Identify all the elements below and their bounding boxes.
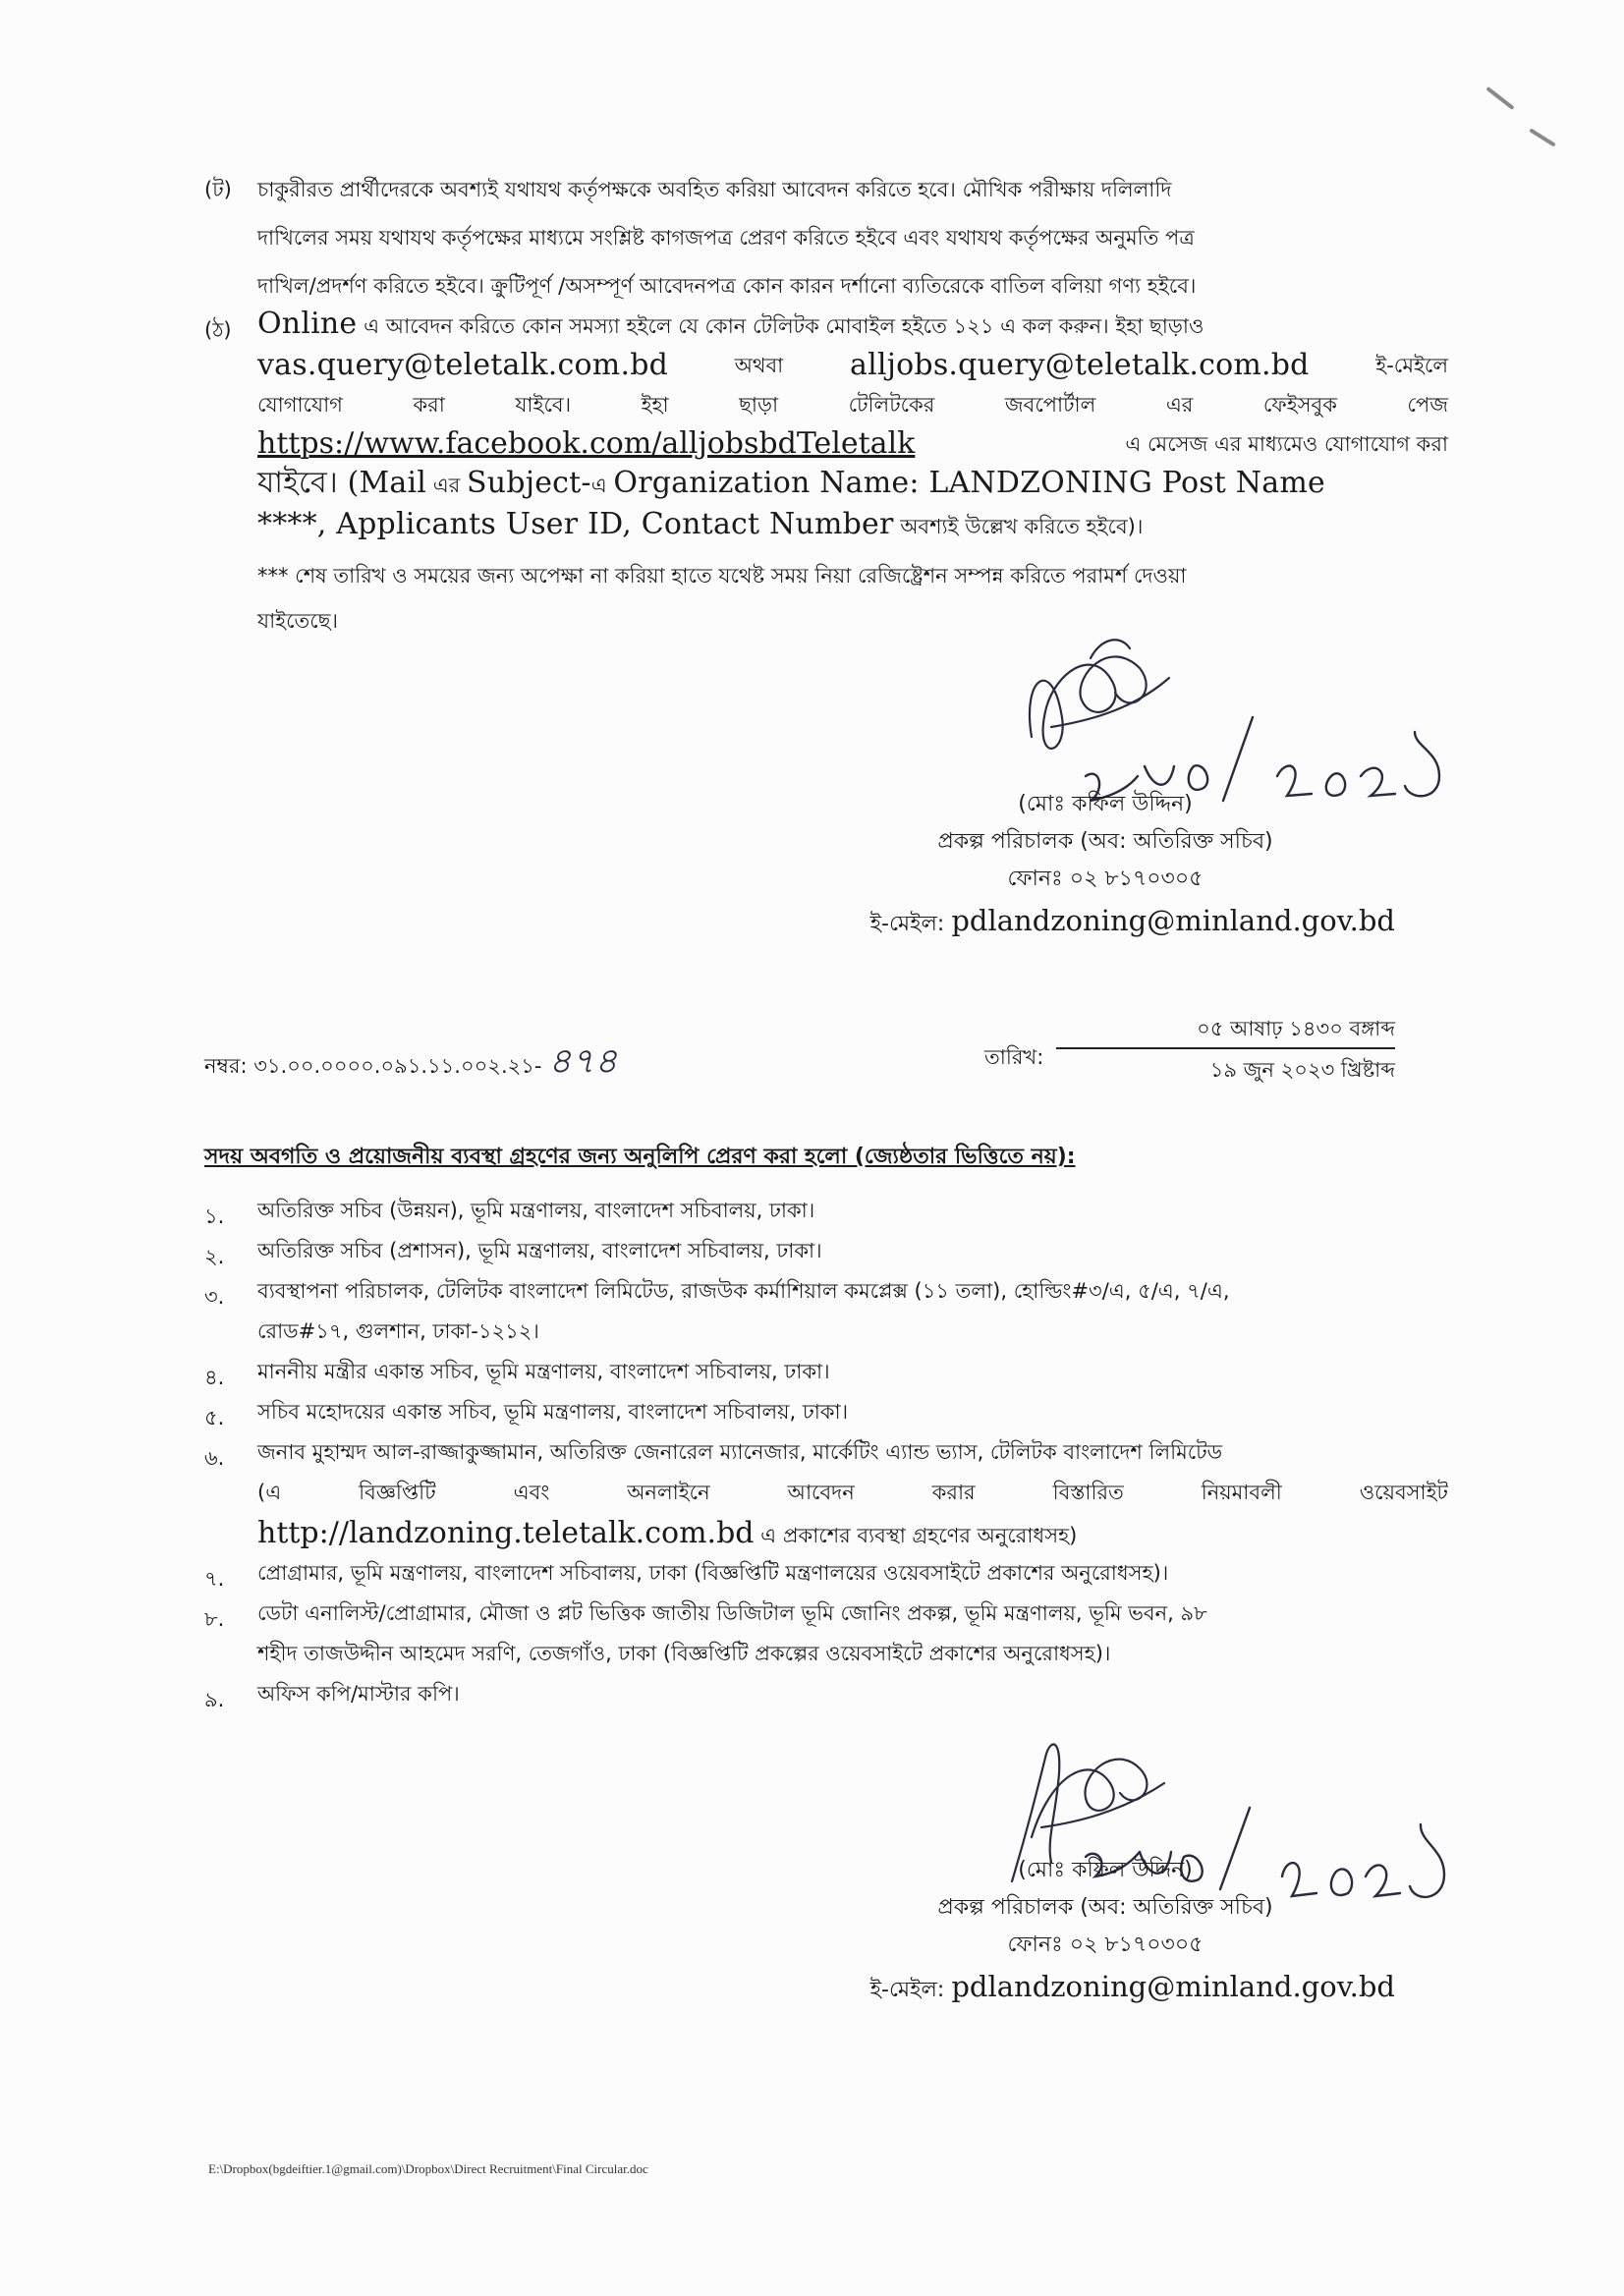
- paragraph-word: জবপোর্টাল: [1004, 393, 1096, 417]
- cc-item-number: ৪.: [204, 1366, 225, 1389]
- paragraph-line: দাখিল/প্রদর্শণ করিতে হইবে। ক্রুটিপূর্ণ /অসম্পূর্ণ আবেদনপত্র কোন কারন দর্শানো ব্যতিরেকে বাতিল বলিয়া গণ্য হইবে।: [257, 274, 1197, 298]
- paragraph-text: Subject-: [467, 466, 591, 500]
- date-bangla: ০৫ আষাঢ় ১৪৩০ বঙ্গাব্দ: [1197, 1017, 1395, 1040]
- signature-block: [815, 1852, 1395, 2009]
- cc-item-number: ১.: [204, 1204, 225, 1228]
- date-english: ১৯ জুন ২০২৩ খ্রিষ্টাব্দ: [1209, 1058, 1395, 1082]
- cc-item-text: প্রোগ্রামার, ভূমি মন্ত্রণালয়, বাংলাদেশ সচিবালয়, ঢাকা (বিজ্ঞপ্তিটি মন্ত্রণালয়ের ওয়েবসাইটে প্রকাশের অনুরোধসহ)।: [257, 1561, 1169, 1585]
- paragraph-text: যাইবে। (Mail: [257, 466, 427, 500]
- cc-item-word: ওয়েবসাইট: [1359, 1481, 1448, 1504]
- cc-item: [257, 1594, 1448, 1674]
- cc-item-text: শহীদ তাজউদ্দীন আহমেদ সরণি, তেজগাঁও, ঢাকা (বিজ্ঞপ্তিটি প্রকল্পের ওয়েবসাইটে প্রকাশের অনুরোধসহ)।: [257, 1642, 1111, 1665]
- paragraph-line: [257, 464, 1448, 505]
- paragraph-tha: [257, 305, 1448, 641]
- paragraph-line: [257, 424, 1448, 464]
- facebook-page-link[interactable]: https://www.facebook.com/alljobsbdTeletalk: [257, 426, 916, 461]
- paragraph-line: [257, 305, 1448, 346]
- paragraph-text: Organization Name: LANDZONING Post Name: [613, 466, 1325, 500]
- note-line: *** শেষ তারিখ ও সময়ের জন্য অপেক্ষা না করিয়া হাতে যথেষ্ট সময় নিয়া রেজিষ্ট্রেশন সম্পন্ন করিতে পরামর্শ দেওয়া: [257, 564, 1187, 588]
- paragraph-ta: [257, 169, 1448, 308]
- signatory-phone: ফোনঃ ০২ ৮১৭০৩০৫: [1007, 1932, 1204, 1957]
- date-box: [1056, 1012, 1395, 1087]
- cc-item: [257, 1553, 1448, 1594]
- paragraph-word: ইহা: [641, 393, 669, 417]
- cc-item-text: এ প্রকাশের ব্যবস্থা গ্রহণের অনুরোধসহ): [760, 1524, 1078, 1547]
- paragraph-marker: (ঠ): [204, 318, 232, 342]
- paragraph-line: [257, 346, 1448, 385]
- cc-item-number: ৩.: [204, 1285, 225, 1309]
- cc-item: [257, 1392, 1448, 1432]
- signatory-name: (মোঃ কফিল উদ্দিন): [1018, 1858, 1193, 1882]
- signatory-name: (মোঃ কফিল উদ্দিন): [1018, 792, 1193, 816]
- paragraph-word: ফেইসবুক: [1262, 393, 1337, 417]
- cc-item-word: (এ: [257, 1481, 282, 1504]
- paragraph-text: ****, Applicants User ID, Contact Number: [257, 507, 894, 541]
- cc-item: [257, 1271, 1448, 1352]
- cc-item-text: মাননীয় মন্ত্রীর একান্ত সচিব, ভূমি মন্ত্রণালয়, বাংলাদেশ সচিবালয়, ঢাকা।: [257, 1360, 830, 1383]
- cc-item: [257, 1674, 1448, 1714]
- signatory-email[interactable]: pdlandzoning@minland.gov.bd: [951, 1970, 1395, 2003]
- memo-number: [204, 1035, 617, 1093]
- cc-item-word: বিস্তারিত: [1052, 1481, 1124, 1504]
- cc-item: [257, 1352, 1448, 1392]
- cc-item-number: ৭.: [204, 1567, 225, 1591]
- online-word: Online: [257, 307, 358, 341]
- cc-item-text: অফিস কপি/মাস্টার কপি।: [257, 1682, 460, 1706]
- email-alljobs-query[interactable]: alljobs.query@teletalk.com.bd: [849, 348, 1310, 382]
- paragraph-text: ই-মেইলে: [1375, 354, 1448, 377]
- paragraph-text: অবশ্যই উল্লেখ করিতে হইবে)।: [900, 515, 1144, 538]
- landzoning-site-link[interactable]: http://landzoning.teletalk.com.bd: [257, 1516, 755, 1550]
- cc-item-number: ৮.: [204, 1607, 225, 1631]
- paragraph-text: এ: [590, 474, 607, 497]
- cc-item-word: করার: [931, 1481, 976, 1504]
- paragraph-line: চাকুরীরত প্রার্থীদেরকে অবশ্যই যথাযথ কর্তৃপক্ষকে অবহিত করিয়া আবেদন করিতে হবে। মৌখিক পরীক্ষায় দলিলাদি: [257, 178, 1172, 201]
- cc-item-text: রোড#১৭, গুলশান, ঢাকা-১২১২।: [257, 1319, 539, 1343]
- signatory-email-row: [815, 1968, 1395, 2009]
- signature-block: [815, 786, 1395, 943]
- cc-item-word: অনলাইনে: [627, 1481, 710, 1504]
- signatory-email[interactable]: pdlandzoning@minland.gov.bd: [951, 904, 1395, 937]
- corner-mark: [1485, 86, 1514, 110]
- paragraph-text: এ আবেদন করিতে কোন সমস্যা হইলে যে কোন টেলিটক মোবাইল হইতে ১২১ এ কল করুন। ইহা ছাড়াও: [364, 314, 1204, 338]
- memo-handwritten-suffix: ৪৭৪: [548, 1041, 618, 1082]
- date-label: তারিখ:: [984, 1045, 1044, 1069]
- cc-item-text: [257, 1473, 1448, 1513]
- paragraph-text: অথবা: [734, 354, 784, 377]
- cc-item-word: আবেদন: [787, 1481, 855, 1504]
- cc-item-text: অতিরিক্ত সচিব (প্রশাসন), ভূমি মন্ত্রণালয়, বাংলাদেশ সচিবালয়, ঢাকা।: [257, 1239, 822, 1262]
- footer-file-path: E:\Dropbox(bgdeiftier.1@gmail.com)\Dropbox\Direct Recruitment\Final Circular.doc: [208, 2161, 648, 2176]
- cc-heading: সদয় অবগতি ও প্রয়োজনীয় ব্যবস্থা গ্রহণের জন্য অনুলিপি প্রেরণ করা হলো (জ্যেষ্ঠতার ভিত্তিতে নয়):: [204, 1145, 1076, 1169]
- paragraph-word: করা: [413, 393, 445, 417]
- paragraph-text: এ মেসেজ এর মাধ্যমেও যোগাযোগ করা: [1125, 432, 1448, 456]
- paragraph-text: এর: [432, 474, 461, 497]
- memo-number-label: নম্বর:: [204, 1054, 248, 1078]
- paragraph-line: [257, 385, 1448, 424]
- cc-item-number: ৯.: [204, 1688, 225, 1711]
- cc-item: [257, 1432, 1448, 1556]
- corner-mark: [1529, 128, 1556, 146]
- cc-item-text: ব্যবস্থাপনা পরিচালক, টেলিটক বাংলাদেশ লিমিটেড, রাজউক কর্মাশিয়াল কমপ্লেক্স (১১ তলা), হোল্ডিং#৩/এ, ৫/এ, ৭/এ,: [257, 1279, 1230, 1303]
- paragraph-word: যোগাযোগ: [257, 393, 343, 417]
- signatory-email-row: [815, 902, 1395, 943]
- email-label: ই-মেইল:: [869, 1978, 945, 2002]
- cc-item-word: বিজ্ঞপ্তিটি: [359, 1481, 436, 1504]
- paragraph-marker: (ট): [204, 178, 232, 201]
- cc-item-word: নিয়মাবলী: [1201, 1481, 1282, 1504]
- cc-item-word: এবং: [513, 1481, 550, 1504]
- cc-item-text: ডেটা এনালিস্ট/প্রোগ্রামার, মৌজা ও প্লট ভিত্তিক জাতীয় ডিজিটাল ভূমি জোনিং প্রকল্প, ভূমি মন্ত্রণালয়, ভূমি ভবন, ৯৮: [257, 1601, 1207, 1625]
- email-vas-query[interactable]: vas.query@teletalk.com.bd: [257, 348, 668, 382]
- cc-item-number: ২.: [204, 1245, 225, 1268]
- cc-item-number: ৫.: [204, 1406, 225, 1429]
- paragraph-line: দাখিলের সময় যথাযথ কর্তৃপক্ষের মাধ্যমে সংশ্লিষ্ট কাগজপত্র প্রেরণ করিতে হইবে এবং যথাযথ কর্তৃপক্ষের অনুমতি পত্র: [257, 226, 1195, 250]
- cc-item: [257, 1191, 1448, 1231]
- paragraph-word: টেলিটকের: [848, 393, 935, 417]
- signatory-designation: প্রকল্প পরিচালক (অব: অতিরিক্ত সচিব): [937, 829, 1273, 854]
- email-label: ই-মেইল:: [869, 912, 945, 936]
- paragraph-word: পেজ: [1407, 393, 1448, 417]
- cc-item-text: সচিব মহোদয়ের একান্ত সচিব, ভূমি মন্ত্রণালয়, বাংলাদেশ সচিবালয়, ঢাকা।: [257, 1400, 849, 1424]
- cc-item-text: জনাব মুহাম্মদ আল-রাজ্জাকুজ্জামান, অতিরিক্ত জেনারেল ম্যানেজার, মার্কেটিং এ্যান্ড ভ্যাস, টেলিটক বাংলাদেশ লিমিটেড: [257, 1440, 1223, 1464]
- memo-number-value: ৩১.০০.০০০০.০৯১.১১.০০২.২১-: [253, 1054, 542, 1078]
- paragraph-word: ছাড়া: [739, 393, 779, 417]
- paragraph-line: [257, 505, 1448, 546]
- signatory-designation: প্রকল্প পরিচালক (অব: অতিরিক্ত সচিব): [937, 1895, 1273, 1920]
- note-line: যাইতেছে।: [257, 609, 338, 633]
- paragraph-word: এর: [1165, 393, 1194, 417]
- date-divider: [1056, 1047, 1395, 1049]
- signatory-phone: ফোনঃ ০২ ৮১৭০৩০৫: [1007, 867, 1204, 891]
- paragraph-word: যাইবে।: [515, 393, 572, 417]
- cc-item-text: [257, 1513, 1448, 1556]
- cc-item-number: ৬.: [204, 1446, 225, 1470]
- cc-item: [257, 1231, 1448, 1271]
- cc-item-text: অতিরিক্ত সচিব (উন্নয়ন), ভূমি মন্ত্রণালয়, বাংলাদেশ সচিবালয়, ঢাকা।: [257, 1199, 815, 1222]
